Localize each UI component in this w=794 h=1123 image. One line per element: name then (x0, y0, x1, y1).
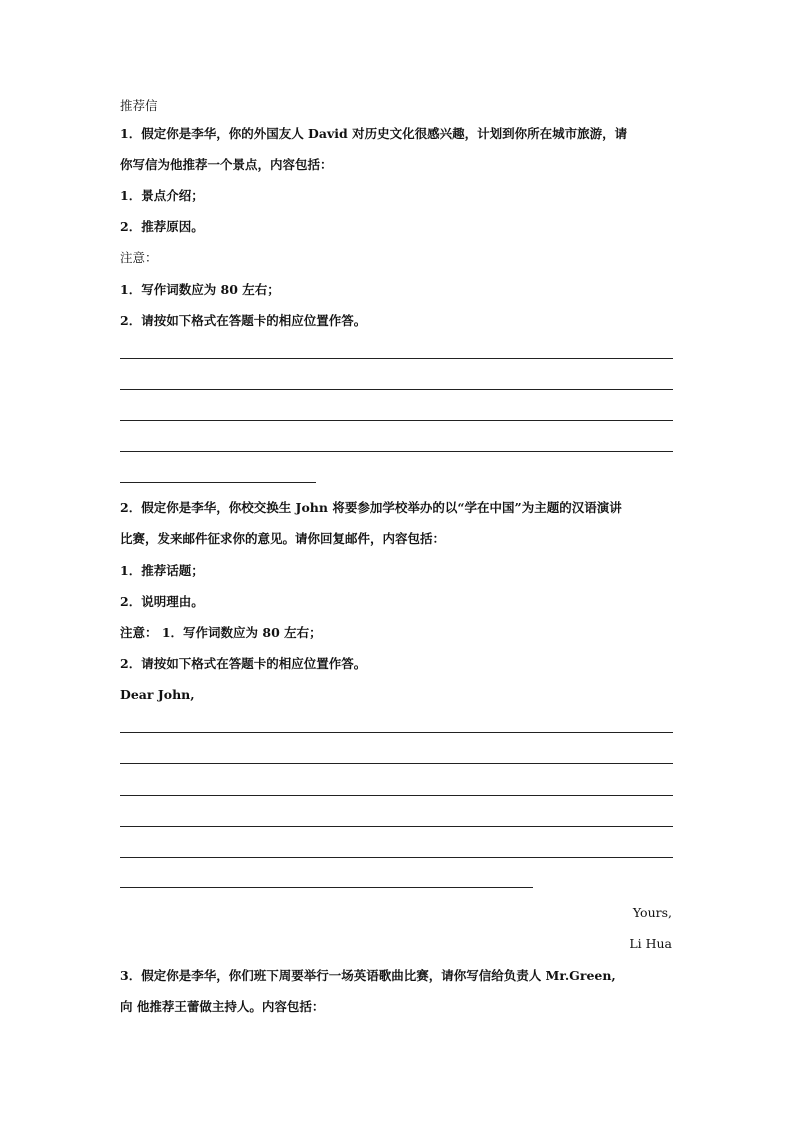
q2-answer-line (120, 763, 673, 764)
q3-prompt-line-2: 向 他推荐王蕾做主持人。内容包括： (120, 999, 325, 1014)
q1-note-label: 注意： (120, 250, 158, 265)
q2-prompt-line-2: 比赛，发来邮件征求你的意见。请你回复邮件，内容包括： (120, 531, 446, 546)
q2-note-2: 2．请按如下格式在答题卡的相应位置作答。 (120, 656, 367, 671)
q2-answer-line-short (120, 887, 533, 888)
q1-answer-line (120, 420, 673, 421)
q2-signature: Li Hua (629, 936, 672, 951)
q2-content-item-2: 2．说明理由。 (120, 594, 204, 609)
q1-prompt-line-2: 你写信为他推荐一个景点，内容包括： (120, 157, 333, 172)
q1-note-1: 1．写作词数应为 80 左右； (120, 282, 280, 297)
q1-prompt-line-1: 1．假定你是李华，你的外国友人 David 对历史文化很感兴趣，计划到你所在城市旅游，请 (120, 126, 628, 141)
q2-answer-line (120, 857, 673, 858)
q1-answer-line (120, 358, 673, 359)
document-title: 推荐信 (120, 98, 158, 113)
q2-closing: Yours, (632, 905, 672, 920)
q1-content-item-1: 1．景点介绍； (120, 188, 204, 203)
q2-content-item-1: 1．推荐话题； (120, 563, 204, 578)
q1-note-2: 2．请按如下格式在答题卡的相应位置作答。 (120, 313, 367, 328)
q1-content-item-2: 2．推荐原因。 (120, 219, 204, 234)
q2-answer-line (120, 795, 673, 796)
q2-greeting: Dear John, (120, 687, 195, 702)
q1-answer-line (120, 451, 673, 452)
q3-prompt-line-1: 3．假定你是李华，你们班下周要举行一场英语歌曲比赛，请你写信给负责人 Mr.Green, (120, 968, 616, 983)
q1-answer-line (120, 389, 673, 390)
q1-answer-line-short (120, 482, 316, 483)
q2-note-1: 注意： 1．写作词数应为 80 左右； (120, 625, 322, 640)
q2-prompt-line-1: 2．假定你是李华，你校交换生 John 将要参加学校举办的以“学在中国”为主题的汉语演讲 (120, 500, 622, 515)
q2-answer-line (120, 826, 673, 827)
q2-answer-line (120, 732, 673, 733)
